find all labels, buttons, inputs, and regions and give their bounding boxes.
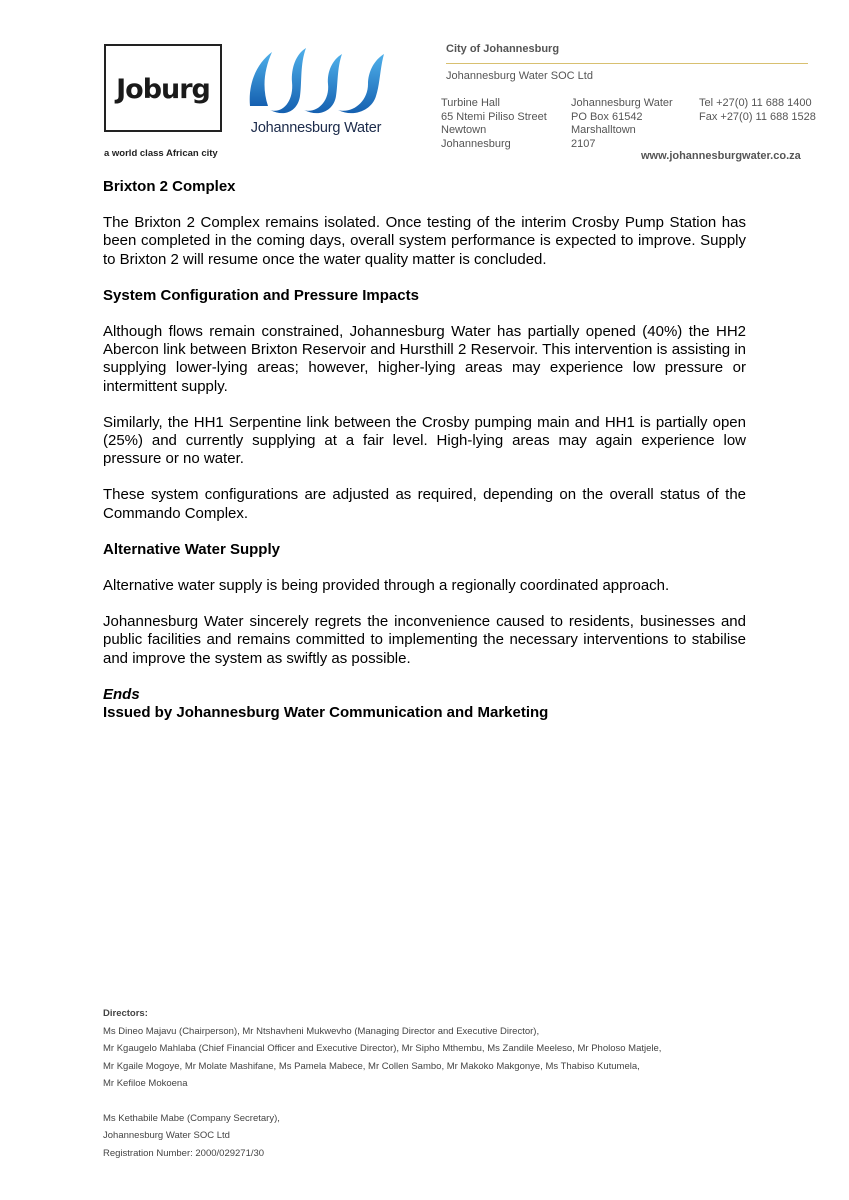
section-heading: Brixton 2 Complex: [103, 178, 236, 195]
postal-address: [571, 97, 673, 151]
directors-heading: Directors:: [103, 1008, 148, 1019]
company-name: Johannesburg Water SOC Ltd: [446, 70, 593, 82]
paragraph: Similarly, the HH1 Serpentine link between the Crosby pumping main and HH1 is partially open (25%) and currently supplying at a fair level. High-lying areas may again experience low pressure or no water.: [103, 413, 746, 468]
address-line: 2107: [571, 137, 596, 150]
registration-number: Registration Number: 2000/029271/30: [103, 1147, 265, 1159]
document-footer: [103, 1005, 753, 1162]
section-heading: System Configuration and Pressure Impacts: [103, 286, 419, 304]
footer-company-name: Johannesburg Water SOC Ltd: [103, 1130, 230, 1141]
ends-marker: Ends: [103, 685, 140, 703]
directors-line: Mr Kefiloe Mokoena: [103, 1078, 188, 1089]
joburg-tagline: a world class African city: [104, 148, 218, 159]
paragraph: These system configurations are adjusted as required, depending on the overall status of the Commando Complex.: [103, 486, 746, 522]
paragraph: Although flows remain constrained, Johannesburg Water has partially opened (40%) the HH2 Abercon link between Brixton Reservoir and Hursthill 2 Reservoir. This intervention is assisting in supplying lower-lying areas; however, higher-lying areas may experience low pressure or intermittent supply.: [103, 323, 746, 395]
city-name: City of Johannesburg: [446, 43, 560, 55]
fax-number: Fax +27(0) 11 688 1528: [699, 110, 816, 123]
address-line: Johannesburg Water: [571, 97, 673, 109]
water-wave-logo-icon: [242, 44, 390, 120]
address-line: Newtown: [441, 124, 487, 136]
footer-spacer: [103, 1093, 753, 1110]
address-line: 65 Ntemi Piliso Street: [441, 110, 547, 123]
paragraph: Johannesburg Water sincerely regrets the inconvenience caused to residents, businesses and public facilities and remains committed to implementing the necessary interventions to stabilise and improve the system as swiftly as possible.: [103, 613, 746, 667]
header-divider: [446, 63, 808, 64]
contact-numbers: [699, 97, 816, 124]
johannesburg-water-logo-name: Johannesburg Water: [250, 120, 382, 136]
telephone-number: Tel +27(0) 11 688 1400: [699, 97, 812, 109]
company-secretary: Ms Kethabile Mabe (Company Secretary),: [103, 1112, 280, 1124]
section-brixton: [103, 178, 746, 269]
address-line: Johannesburg: [441, 137, 511, 150]
issued-by: Issued by Johannesburg Water Communication and Marketing: [103, 704, 549, 722]
directors-line: Ms Dineo Majavu (Chairperson), Mr Ntshavheni Mukwevho (Managing Director and Executive Director),: [103, 1025, 540, 1037]
directors-line: Mr Kgaile Mogoye, Mr Molate Mashifane, Ms Pamela Mabece, Mr Collen Sambo, Mr Makoko Makgonye, Ms Thabiso Kutumela,: [103, 1060, 640, 1072]
website-link[interactable]: www.johannesburgwater.co.za: [641, 150, 801, 162]
paragraph: Alternative water supply is being provided through a regionally coordinated approach.: [103, 577, 670, 595]
section-system-configuration: [103, 287, 746, 523]
address-line: Marshalltown: [571, 124, 636, 136]
address-line: Turbine Hall: [441, 97, 500, 109]
directors-line: Mr Kgaugelo Mahlaba (Chief Financial Officer and Executive Director), Mr Sipho Mthembu, Ms Zandile Meeleso, Mr Pholoso Matjele,: [103, 1043, 662, 1054]
section-alternative-supply: [103, 541, 746, 668]
paragraph: The Brixton 2 Complex remains isolated. Once testing of the interim Crosby Pump Station has been completed in the coming days, overall system performance is expected to improve. Supply to Brixton 2 will resume once the water quality matter is concluded.: [103, 214, 746, 268]
johannesburg-water-logo: [238, 44, 394, 140]
joburg-logo-text: Joburg: [116, 74, 210, 105]
joburg-logo: [104, 44, 224, 160]
document-body: [103, 178, 746, 722]
address-line: PO Box 61542: [571, 110, 643, 123]
section-heading: Alternative Water Supply: [103, 540, 280, 558]
physical-address: [441, 97, 547, 151]
